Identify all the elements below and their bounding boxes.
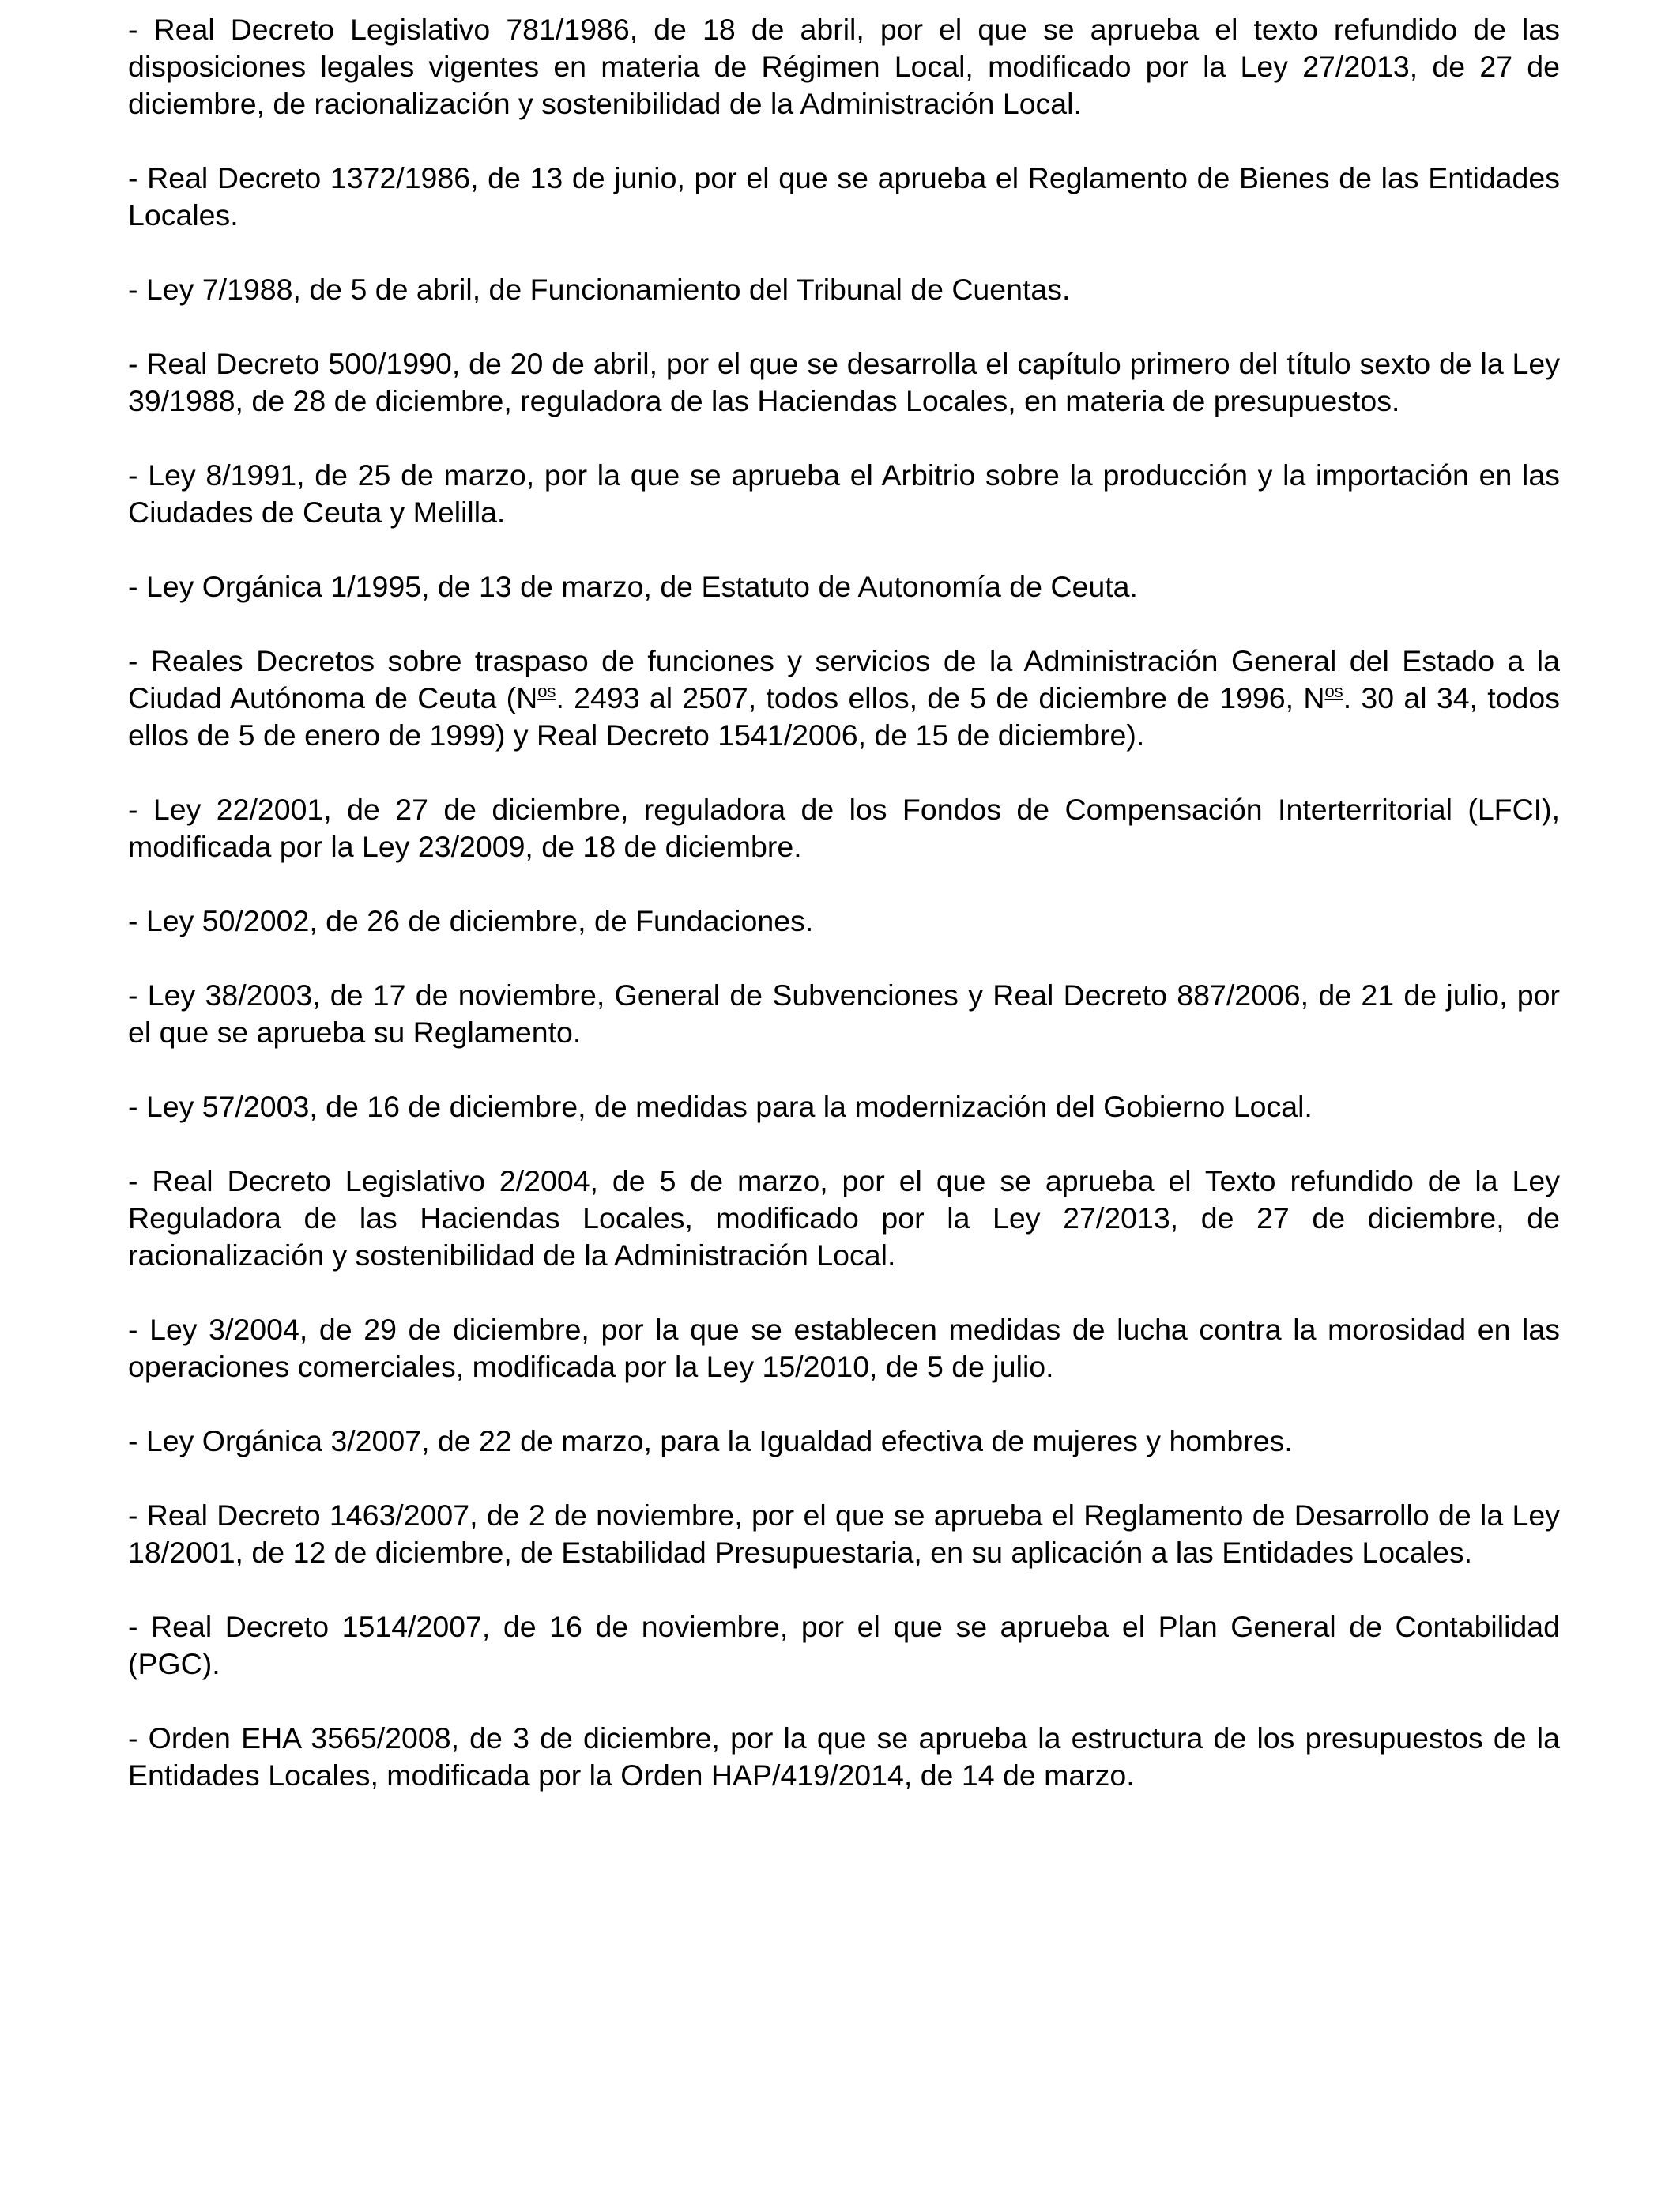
reales-decretos-text-1: - Reales Decretos sobre traspaso de funciones y servicios de la Administración General del Estado a la Ciudad Autónoma de Ceuta (N xyxy=(128,644,1560,714)
legal-reference-ley-57-2003: - Ley 57/2003, de 16 de diciembre, de medidas para la modernización del Gobierno Local. xyxy=(128,1090,1313,1123)
legal-reference-rd-1463-2007: - Real Decreto 1463/2007, de 2 de noviembre, por el que se aprueba el Reglamento de Desarrollo de la Ley 18/2001, de 12 de diciembre, de Estabilidad Presupuestaria, en su aplicación a las Entidades Locales. xyxy=(128,1498,1560,1569)
legal-reference-rd-1514-2007: - Real Decreto 1514/2007, de 16 de noviembre, por el que se aprueba el Plan General de Contabilidad (PGC). xyxy=(128,1610,1560,1680)
legal-reference-ley-7-1988: - Ley 7/1988, de 5 de abril, de Funcionamiento del Tribunal de Cuentas. xyxy=(128,273,1071,306)
legal-reference-ley-22-2001: - Ley 22/2001, de 27 de diciembre, reguladora de los Fondos de Compensación Interterritorial (LFCI), modificada por la Ley 23/2009, de 18 de diciembre. xyxy=(128,793,1560,863)
legal-reference-ley-3-2004: - Ley 3/2004, de 29 de diciembre, por la que se establecen medidas de lucha contra la morosidad en las operaciones comerciales, modificada por la Ley 15/2010, de 5 de julio. xyxy=(128,1313,1560,1383)
legal-reference-lo-3-2007: - Ley Orgánica 3/2007, de 22 de marzo, para la Igualdad efectiva de mujeres y hombres. xyxy=(128,1424,1293,1457)
superscript-os-1: os xyxy=(537,681,556,701)
legal-reference-ley-8-1991: - Ley 8/1991, de 25 de marzo, por la que se aprueba el Arbitrio sobre la producción y la importación en las Ciudades de Ceuta y Melilla. xyxy=(128,458,1560,529)
reales-decretos-text-3: . 30 al 34, todos ellos de 5 de enero de 1999) y Real Decreto 1541/2006, de 15 de diciembre). xyxy=(128,681,1560,752)
legal-reference-reales-decretos-traspaso xyxy=(128,643,1560,754)
superscript-os-2: os xyxy=(1324,681,1343,701)
legal-reference-rd-500-1990: - Real Decreto 500/1990, de 20 de abril, por el que se desarrolla el capítulo primero del título sexto de la Ley 39/1988, de 28 de diciembre, reguladora de las Haciendas Locales, en materia de presupuestos. xyxy=(128,347,1560,417)
legal-reference-ley-38-2003: - Ley 38/2003, de 17 de noviembre, General de Subvenciones y Real Decreto 887/2006, de 21 de julio, por el que se aprueba su Reglamento. xyxy=(128,978,1560,1049)
document-page xyxy=(128,11,1560,1794)
legal-reference-rdl-2-2004: - Real Decreto Legislativo 2/2004, de 5 de marzo, por el que se aprueba el Texto refundido de la Ley Reguladora de las Haciendas Locales, modificado por la Ley 27/2013, de 27 de diciembre, de racionalización y sostenibilidad de la Administración Local. xyxy=(128,1164,1560,1272)
legal-reference-rd-1372-1986: - Real Decreto 1372/1986, de 13 de junio, por el que se aprueba el Reglamento de Bienes de las Entidades Locales. xyxy=(128,161,1560,232)
legal-reference-orden-eha-3565-2008: - Orden EHA 3565/2008, de 3 de diciembre, por la que se aprueba la estructura de los presupuestos de la Entidades Locales, modificada por la Orden HAP/419/2014, de 14 de marzo. xyxy=(128,1721,1560,1792)
legal-reference-lo-1-1995: - Ley Orgánica 1/1995, de 13 de marzo, de Estatuto de Autonomía de Ceuta. xyxy=(128,570,1138,603)
reales-decretos-text-2: . 2493 al 2507, todos ellos, de 5 de diciembre de 1996, N xyxy=(556,681,1325,714)
legal-reference-rdl-781-1986: - Real Decreto Legislativo 781/1986, de 18 de abril, por el que se aprueba el texto refundido de las disposiciones legales vigentes en materia de Régimen Local, modificado por la Ley 27/2013, de 27 de diciembre, de racionalización y sostenibilidad de la Administración Local. xyxy=(128,13,1560,120)
legal-reference-ley-50-2002: - Ley 50/2002, de 26 de diciembre, de Fundaciones. xyxy=(128,904,814,937)
